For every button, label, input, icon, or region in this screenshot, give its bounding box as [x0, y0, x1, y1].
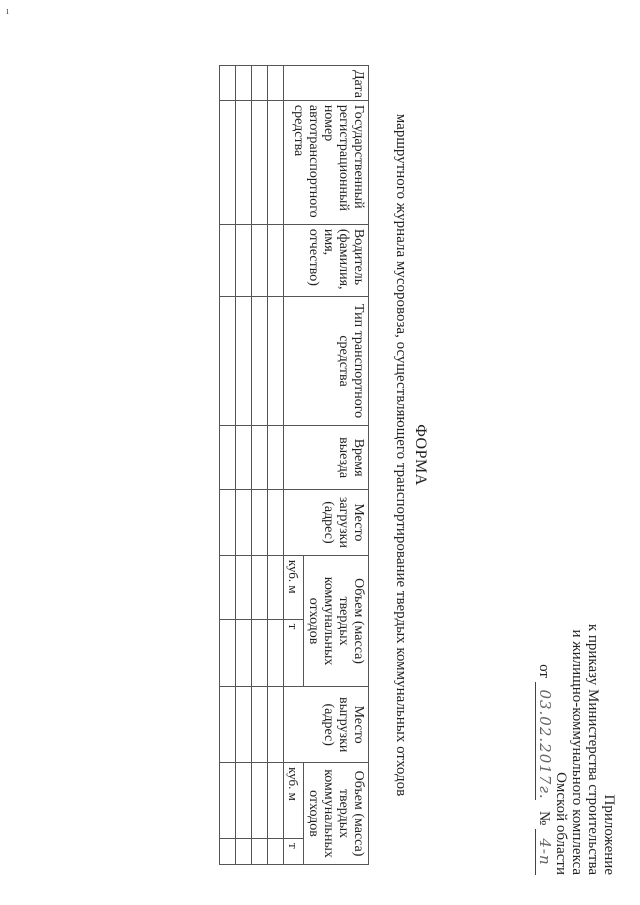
annex-line-4: Омской области: [553, 772, 569, 875]
number-label: №: [536, 810, 552, 826]
table-cell: [252, 100, 268, 224]
unit-cubic-loaded: куб. м: [284, 555, 304, 619]
table-cell: [236, 100, 252, 224]
table-row: [236, 66, 252, 865]
table-cell: [252, 426, 268, 490]
form-subtitle: маршрутного журнала мусоровоза, осуществляющего транспортирование твердых коммунальных отходов: [393, 113, 409, 797]
table-cell: [252, 687, 268, 763]
table-cell: [236, 66, 252, 101]
table-cell: [268, 296, 284, 425]
handwritten-date: 03.02.2017г.: [536, 689, 554, 800]
route-journal-table: [219, 65, 369, 865]
table-body: [220, 66, 284, 865]
table-cell: [252, 838, 268, 864]
unit-ton-unloaded: т: [284, 838, 304, 864]
table-cell: [236, 555, 252, 619]
table-cell: [220, 687, 236, 763]
annex-block: [535, 575, 617, 875]
table-cell: [252, 66, 268, 101]
header-reg-number: Государственный регистрационный номер автотранспортного средства: [284, 100, 369, 224]
date-blank: [535, 682, 553, 800]
table-cell: [268, 224, 284, 296]
handwritten-number: 4-п: [536, 838, 554, 866]
table-cell: [268, 426, 284, 490]
header-loading-place: Место загрузки (адрес): [284, 489, 369, 555]
table-cell: [220, 763, 236, 839]
table-cell: [252, 619, 268, 687]
table-cell: [236, 687, 252, 763]
header-date: Дата: [284, 66, 369, 101]
table-cell: [220, 619, 236, 687]
page-corner-mark: ı: [6, 6, 9, 17]
table-cell: [252, 224, 268, 296]
table-cell: [236, 224, 252, 296]
header-unloading-place: Место выгрузки (адрес): [284, 687, 369, 763]
table-cell: [268, 619, 284, 687]
landscape-page: [5, 25, 625, 885]
header-departure-time: Время выезда: [284, 426, 369, 490]
table-cell: [220, 66, 236, 101]
table-cell: [252, 489, 268, 555]
annex-line-2: к приказу Министерства строительства: [585, 623, 601, 875]
from-label: от: [536, 664, 552, 678]
table-cell: [220, 426, 236, 490]
table-cell: [268, 100, 284, 224]
table-cell: [268, 763, 284, 839]
table-header-row: [304, 66, 369, 865]
table-cell: [220, 296, 236, 425]
header-vehicle-type: Тип транспортного средства: [284, 296, 369, 425]
table-cell: [220, 489, 236, 555]
table-cell: [220, 838, 236, 864]
table-cell: [236, 838, 252, 864]
table-cell: [268, 489, 284, 555]
table-cell: [220, 555, 236, 619]
table-cell: [220, 224, 236, 296]
table-row: [220, 66, 236, 865]
table-cell: [268, 687, 284, 763]
table-row: [252, 66, 268, 865]
table-cell: [236, 489, 252, 555]
header-volume-unloaded: Объем (масса) твердых коммунальных отходов: [304, 763, 369, 865]
table-cell: [236, 619, 252, 687]
form-title: ФОРМА: [412, 424, 429, 486]
table-cell: [268, 555, 284, 619]
header-volume-loaded: Объем (масса) твердых коммунальных отходов: [304, 555, 369, 686]
table-cell: [236, 426, 252, 490]
table-cell: [220, 100, 236, 224]
table-cell: [236, 296, 252, 425]
table-cell: [268, 838, 284, 864]
annex-line-1: Приложение: [601, 794, 617, 875]
unit-cubic-unloaded: куб. м: [284, 763, 304, 839]
table-cell: [236, 763, 252, 839]
table-cell: [252, 296, 268, 425]
table-cell: [268, 66, 284, 101]
annex-date-line: [535, 575, 553, 875]
number-blank: [535, 829, 553, 875]
annex-line-3: и жилищно-коммунального комплекса: [569, 629, 585, 875]
table-row: [268, 66, 284, 865]
unit-ton-loaded: т: [284, 619, 304, 687]
table-cell: [252, 763, 268, 839]
header-driver: Водитель (фамилия, имя, отчество): [284, 224, 369, 296]
table-cell: [252, 555, 268, 619]
